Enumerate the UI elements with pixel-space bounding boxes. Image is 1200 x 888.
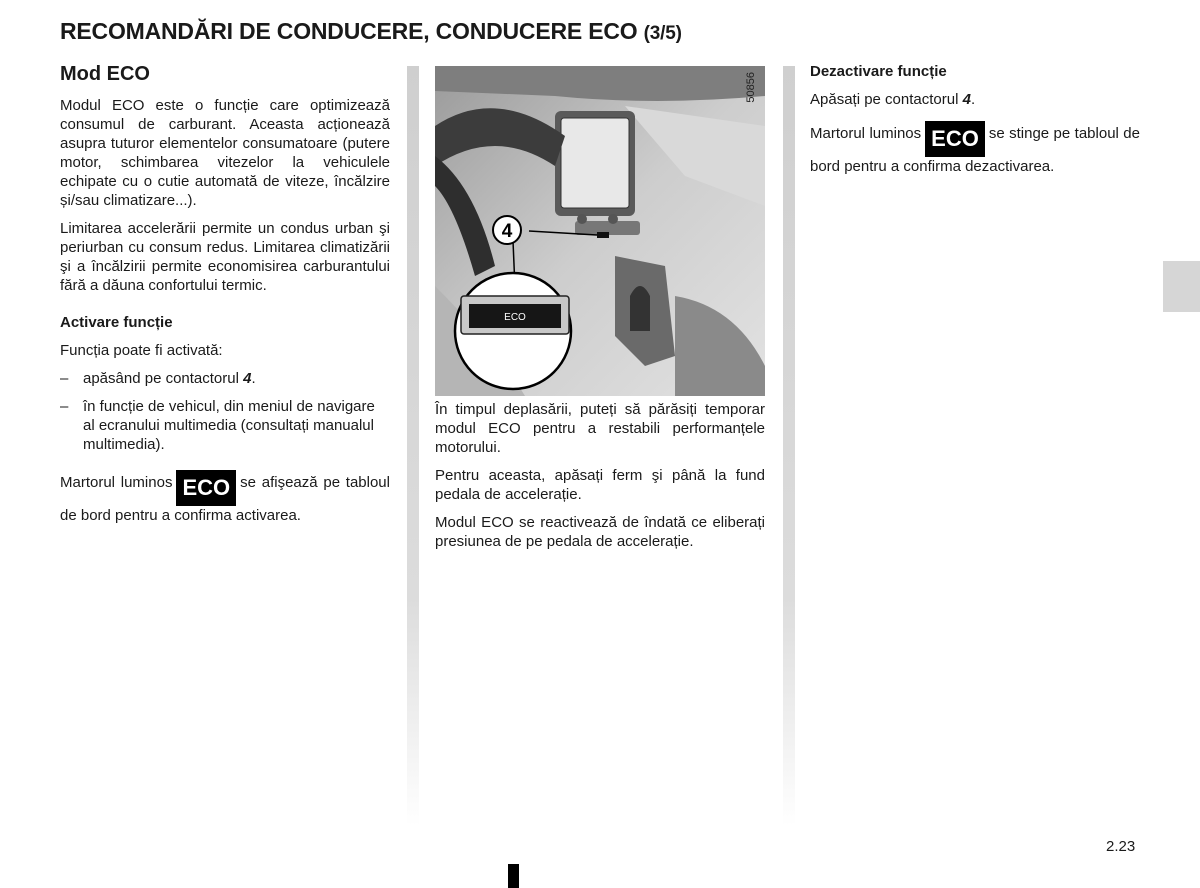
activation-list (60, 369, 390, 454)
figure-number: 50856 (745, 72, 757, 103)
control-ref: 4 (243, 370, 252, 387)
middle-column (435, 400, 765, 560)
right-column (810, 62, 1140, 185)
list-item (60, 369, 390, 388)
page-title-suffix: (3/5) (643, 23, 682, 44)
press-text-end: . (970, 91, 976, 108)
eco-button-label: ECO (504, 312, 526, 323)
pedal-paragraph: Pentru aceasta, apăsați ferm şi până la fund pedala de accelerație. (435, 467, 765, 503)
crop-mark (508, 864, 519, 888)
indicator-text-before: Martorul luminos (60, 474, 173, 491)
deactivation-title: Dezactivare funcție (810, 63, 947, 80)
dashboard-illustration (435, 66, 765, 396)
leave-eco-paragraph: În timpul deplasării, puteți să părăsiți temporar modul ECO pentru a restabili performanțele motorului. (435, 401, 765, 456)
eco-indicator-icon: ECO (176, 470, 236, 506)
activation-intro: Funcția poate fi activată: (60, 342, 223, 359)
limitation-paragraph: Limitarea accelerării permite un condus urban şi periurban cu consum redus. Limitarea climatizării şi a încălzirii permite economisirea carburantului fără a dăuna confortului termic. (60, 220, 390, 294)
page-title (60, 18, 682, 45)
dashboard-drawing (435, 66, 765, 396)
callout-4: 4 (501, 221, 513, 242)
reactivation-paragraph: Modul ECO se reactivează de îndată ce eliberați presiunea de pe pedala de accelerație. (435, 514, 765, 550)
page-number: 2.23 (1106, 838, 1136, 855)
eco-indicator-icon: ECO (925, 121, 985, 157)
chapter-tab (1163, 261, 1200, 312)
press-paragraph (810, 90, 1140, 109)
activation-title: Activare funcție (60, 314, 173, 331)
indicator-text-after: se afişează pe tabloul de bord pentru a confirma activarea. (60, 474, 390, 524)
list-text-end: . (251, 370, 256, 387)
indicator-text-after: se stinge pe tabloul de bord pentru a confirma dezactivarea. (810, 125, 1140, 175)
column-divider-right (783, 66, 795, 826)
list-dash: – (60, 398, 69, 415)
indicator-paragraph (60, 470, 390, 525)
deactivation-indicator-paragraph (810, 121, 1140, 176)
section-title-mod-eco: Mod ECO (60, 63, 150, 85)
list-dash: – (60, 370, 69, 387)
list-text: apăsând pe contactorul (83, 370, 244, 387)
intro-paragraph: Modul ECO este o funcție care optimizează consumul de carburant. Aceasta acționează asupra tuturor elementelor consumatoare (putere motor, schimbarea vitezelor la vehiculele echipate cu o cutie automată de viteze, încălzire și/sau climatizare...). (60, 97, 390, 209)
list-text: în funcție de vehicul, din meniul de navigare al ecranului multimedia (consultați manualul multimedia). (83, 398, 375, 453)
press-text: Apăsați pe contactorul (810, 91, 963, 108)
indicator-text-before: Martorul luminos (810, 125, 922, 142)
control-ref: 4 (962, 91, 971, 108)
list-item (60, 397, 390, 454)
page-title-text: RECOMANDĂRI DE CONDUCERE, CONDUCERE ECO (60, 18, 638, 44)
column-divider-left (407, 66, 419, 826)
left-column (60, 62, 390, 534)
